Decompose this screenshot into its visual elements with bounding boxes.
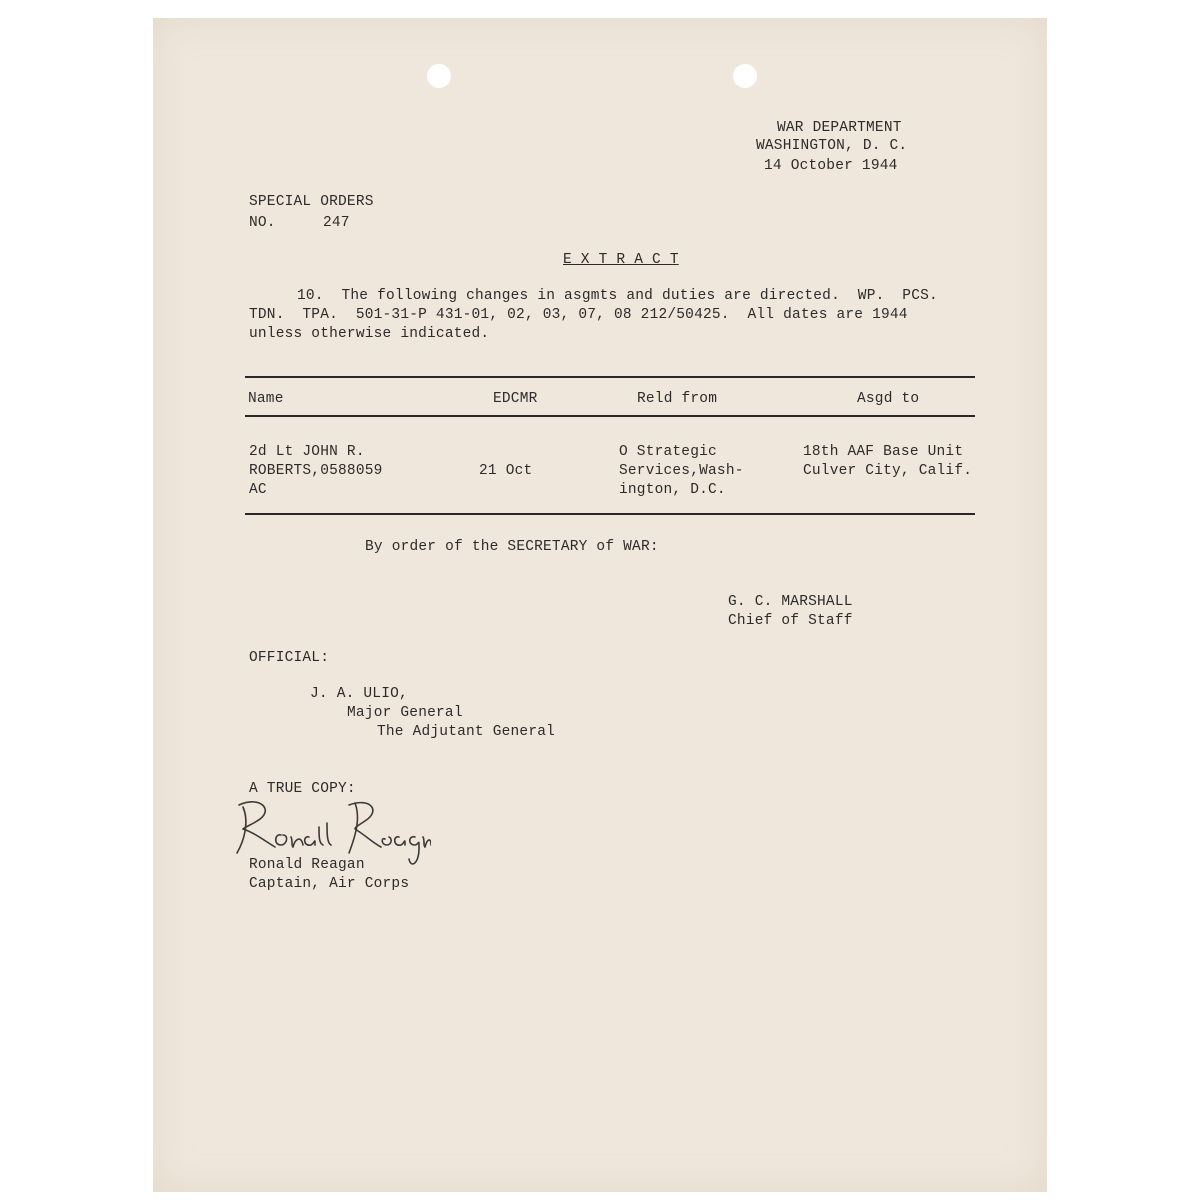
row-reld-from-line-1: O Strategic bbox=[619, 444, 717, 460]
paragraph-line-1: 10. The following changes in asgmts and duties are directed. WP. PCS. bbox=[297, 288, 938, 304]
orders-number-label: NO. bbox=[249, 215, 276, 231]
row-reld-from-line-3: ington, D.C. bbox=[619, 482, 726, 498]
true-copy-title: Captain, Air Corps bbox=[249, 876, 410, 892]
orders-number: 247 bbox=[323, 215, 350, 231]
header-department: WAR DEPARTMENT bbox=[777, 120, 902, 136]
table-rule-header bbox=[245, 415, 975, 417]
signatory-title: Chief of Staff bbox=[728, 613, 853, 629]
table-rule-top bbox=[245, 376, 975, 378]
row-edcmr: 21 Oct bbox=[479, 463, 533, 479]
punch-hole bbox=[733, 64, 757, 88]
row-name-line-2: ROBERTS,0588059 bbox=[249, 463, 383, 479]
row-asgd-to-line-2: Culver City, Calif. bbox=[803, 463, 973, 479]
by-order-line: By order of the SECRETARY of WAR: bbox=[365, 539, 659, 555]
paragraph-line-3: unless otherwise indicated. bbox=[249, 326, 490, 342]
special-orders-label: SPECIAL ORDERS bbox=[249, 194, 374, 210]
official-rank: Major General bbox=[347, 705, 463, 721]
column-header-asgd-to: Asgd to bbox=[857, 391, 920, 407]
row-name-line-3: AC bbox=[249, 482, 267, 498]
row-asgd-to-line-1: 18th AAF Base Unit bbox=[803, 444, 964, 460]
paragraph-line-2: TDN. TPA. 501-31-P 431-01, 02, 03, 07, 08 212/50425. All dates are 1944 bbox=[249, 307, 908, 323]
official-name: J. A. ULIO, bbox=[310, 686, 408, 702]
header-location: WASHINGTON, D. C. bbox=[756, 138, 908, 154]
row-name-line-1: 2d Lt JOHN R. bbox=[249, 444, 365, 460]
column-header-reld-from: Reld from bbox=[637, 391, 718, 407]
punch-hole bbox=[427, 64, 451, 88]
true-copy-name: Ronald Reagan bbox=[249, 857, 365, 873]
official-title: The Adjutant General bbox=[377, 724, 556, 740]
document-page bbox=[153, 18, 1047, 1192]
official-label: OFFICIAL: bbox=[249, 650, 330, 666]
column-header-edcmr: EDCMR bbox=[493, 391, 538, 407]
row-reld-from-line-2: Services,Wash- bbox=[619, 463, 744, 479]
table-rule-bottom bbox=[245, 513, 975, 515]
true-copy-label: A TRUE COPY: bbox=[249, 781, 356, 797]
header-date: 14 October 1944 bbox=[764, 158, 898, 174]
signatory-name: G. C. MARSHALL bbox=[728, 594, 853, 610]
extract-title: E X T R A C T bbox=[563, 252, 679, 268]
column-header-name: Name bbox=[248, 391, 284, 407]
